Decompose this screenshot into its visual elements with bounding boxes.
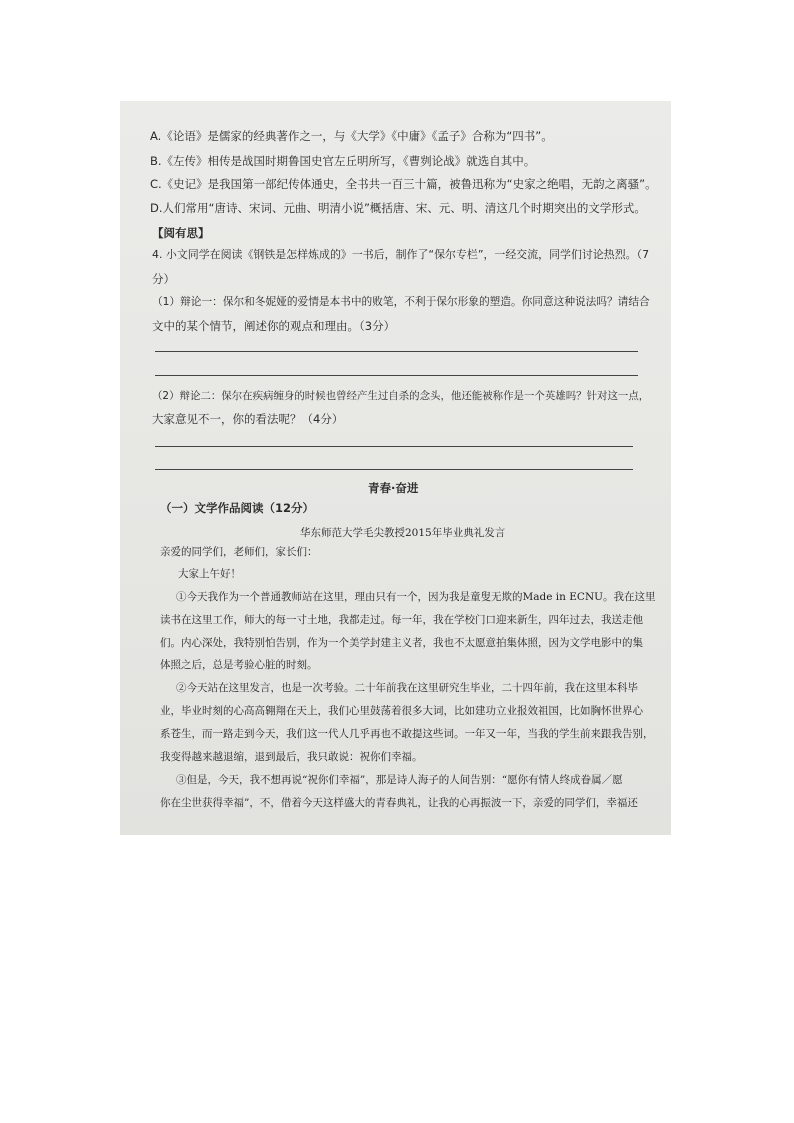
question-4-line1: 4. 小文同学在阅读《钢铁是怎样炼成的》一书后，制作了“保尔专栏”，一经交流，同学们讨论热烈。（7 bbox=[152, 248, 650, 261]
speech-paragraph-line: 体照之后，总是考验心脏的时刻。 bbox=[160, 659, 318, 671]
speech-paragraph-line: 们。内心深处，我特别怕告别，作为一个美学封建主义者，我也不太愿意拍集体照，因为文学电影中的集 bbox=[160, 637, 643, 649]
answer-line bbox=[155, 351, 638, 352]
debate-2-line2: 大家意见不一，你的看法呢？（4分） bbox=[152, 412, 344, 426]
answer-line bbox=[155, 446, 633, 447]
option-c: C.《史记》是我国第一部纪传体通史，全书共一百三十篇，被鲁迅称为“史家之绝唱，无韵之离骚”。 bbox=[150, 177, 657, 191]
speech-salutation: 亲爱的同学们，老师们，家长们： bbox=[160, 546, 318, 558]
speech-paragraph-line: ①今天我作为一个普通教师站在这里，理由只有一个，因为我是童叟无欺的Made in ECNU。我在这里 bbox=[176, 591, 656, 603]
speech-paragraph-line: ②今天站在这里发言，也是一次考验。二十年前我在这里研究生毕业，二十四年前，我在这里本科毕 bbox=[176, 682, 638, 694]
speech-paragraph-line: 系苍生，而一路走到今天，我们这一代人几乎再也不敢提这些词。一年又一年，当我的学生前来跟我告别， bbox=[160, 728, 654, 740]
option-d: D.人们常用“唐诗、宋词、元曲、明清小说”概括唐、宋、元、明、清这几个时期突出的文学形式。 bbox=[150, 201, 646, 215]
option-a: A.《论语》是儒家的经典著作之一，与《大学》《中庸》《孟子》合称为“四书”。 bbox=[150, 129, 553, 143]
debate-1-line1: （1）辩论一：保尔和冬妮娅的爱情是本书中的败笔，不利于保尔形象的塑造。你同意这种说法吗？请结合 bbox=[152, 295, 650, 308]
speech-greeting: 大家上午好！ bbox=[178, 568, 241, 580]
speech-title: 华东师范大学毛尖教授2015年毕业典礼发言 bbox=[300, 527, 506, 539]
question-4-line2: 分） bbox=[152, 272, 175, 286]
debate-1-line2: 文中的某个情节，阐述你的观点和理由。（3分） bbox=[152, 319, 396, 333]
section-heading-yueyousi: 【阅有思】 bbox=[152, 226, 210, 240]
part-1-heading: （一）文学作品阅读（12分） bbox=[160, 501, 315, 515]
speech-paragraph-line: ③但是，今天，我不想再说“祝你们幸福”，那是诗人海子的人间告别：“愿你有情人终成眷属／愿 bbox=[176, 774, 623, 786]
debate-2-line1: （2）辩论二：保尔在疾病缠身的时候也曾经产生过自杀的念头，他还能被称作是一个英雄吗？针对这一点， bbox=[152, 390, 650, 402]
answer-line bbox=[155, 469, 633, 470]
option-b: B.《左传》相传是战国时期鲁国史官左丘明所写，《曹刿论战》就选自其中。 bbox=[150, 154, 536, 168]
unit-title: 青春·奋进 bbox=[368, 481, 419, 495]
answer-line bbox=[155, 375, 638, 376]
speech-paragraph-line: 你在尘世获得幸福”，不，借着今天这样盛大的青春典礼，让我的心再振波一下，亲爱的同学们，幸福还 bbox=[160, 797, 638, 809]
photographed-exam-page bbox=[120, 101, 671, 835]
speech-paragraph-line: 读书在这里工作，师大的每一寸土地，我都走过。每一年，我在学校门口迎来新生，四年过去，我送走他 bbox=[160, 614, 643, 626]
speech-paragraph-line: 我变得越来越退缩，退到最后，我只敢说：祝你们幸福。 bbox=[160, 751, 423, 763]
speech-paragraph-line: 业，毕业时刻的心高高翱翔在天上，我们心里鼓荡着很多大词，比如建功立业报效祖国，比如胸怀世界心 bbox=[160, 705, 643, 717]
